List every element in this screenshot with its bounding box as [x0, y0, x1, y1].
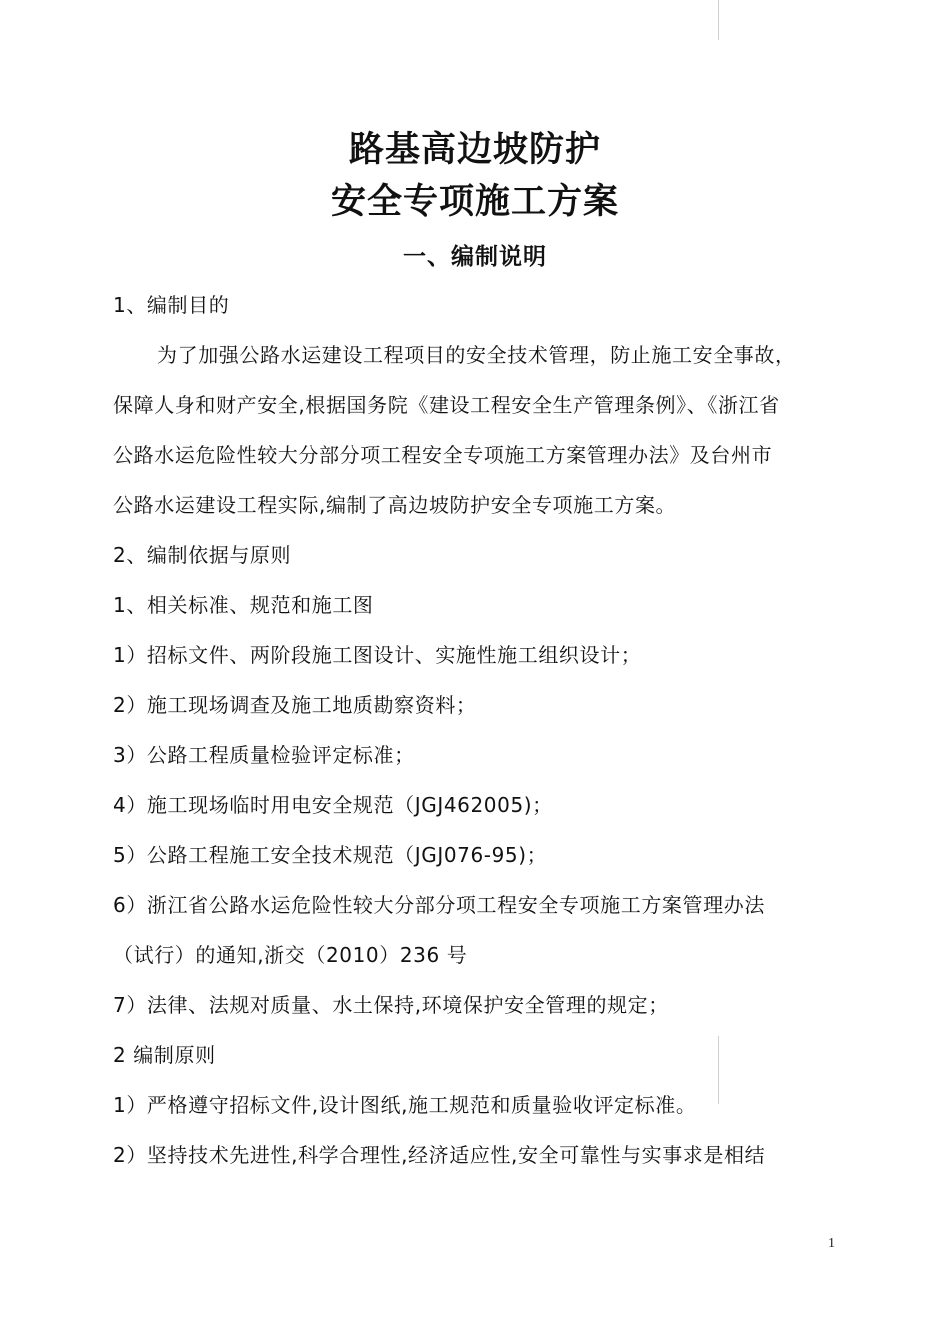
body-line: 保障人身和财产安全,根据国务院《建设工程安全生产管理条例》、《浙江省 — [113, 393, 780, 417]
body-line: 1、编制目的 — [113, 293, 230, 317]
body-line: 7）法律、法规对质量、水土保持,环境保护安全管理的规定； — [113, 993, 669, 1017]
body-line: 3）公路工程质量检验评定标准； — [113, 743, 415, 767]
body-line: 1）招标文件、两阶段施工图设计、实施性施工组织设计； — [113, 643, 642, 667]
body-line: 2、编制依据与原则 — [113, 543, 292, 567]
margin-line-top — [718, 0, 719, 40]
body-line: （试行）的通知,浙交（2010）236 号 — [113, 943, 468, 967]
margin-line-middle — [718, 1036, 719, 1104]
body-line: 6）浙江省公路水运危险性较大分部分项工程安全专项施工方案管理办法 — [113, 893, 765, 917]
body-line: 1、相关标准、规范和施工图 — [113, 593, 374, 617]
body-line: 公路水运危险性较大分部分项工程安全专项施工方案管理办法》及台州市 — [113, 443, 773, 467]
body-line: 5）公路工程施工安全技术规范（JGJ076-95)； — [113, 843, 548, 867]
section-heading: 一、编制说明 — [403, 244, 547, 270]
body-line: 2）坚持技术先进性,科学合理性,经济适应性,安全可靠性与实事求是相结 — [113, 1143, 766, 1167]
body-line: 2）施工现场调查及施工地质勘察资料； — [113, 693, 477, 717]
document-title-line-1: 路基高边坡防护 — [348, 129, 601, 170]
body-line: 2 编制原则 — [113, 1043, 216, 1067]
page-number: 1 — [828, 1236, 835, 1251]
document-title-line-2: 安全专项施工方案 — [330, 181, 619, 222]
body-line: 4）施工现场临时用电安全规范（JGJ462005)； — [113, 793, 553, 817]
body-line: 为了加强公路水运建设工程项目的安全技术管理，防止施工安全事故， — [157, 343, 796, 367]
body-line: 公路水运建设工程实际,编制了高边坡防护安全专项施工方案。 — [113, 493, 677, 517]
body-line: 1）严格遵守招标文件,设计图纸,施工规范和质量验收评定标准。 — [113, 1093, 697, 1117]
